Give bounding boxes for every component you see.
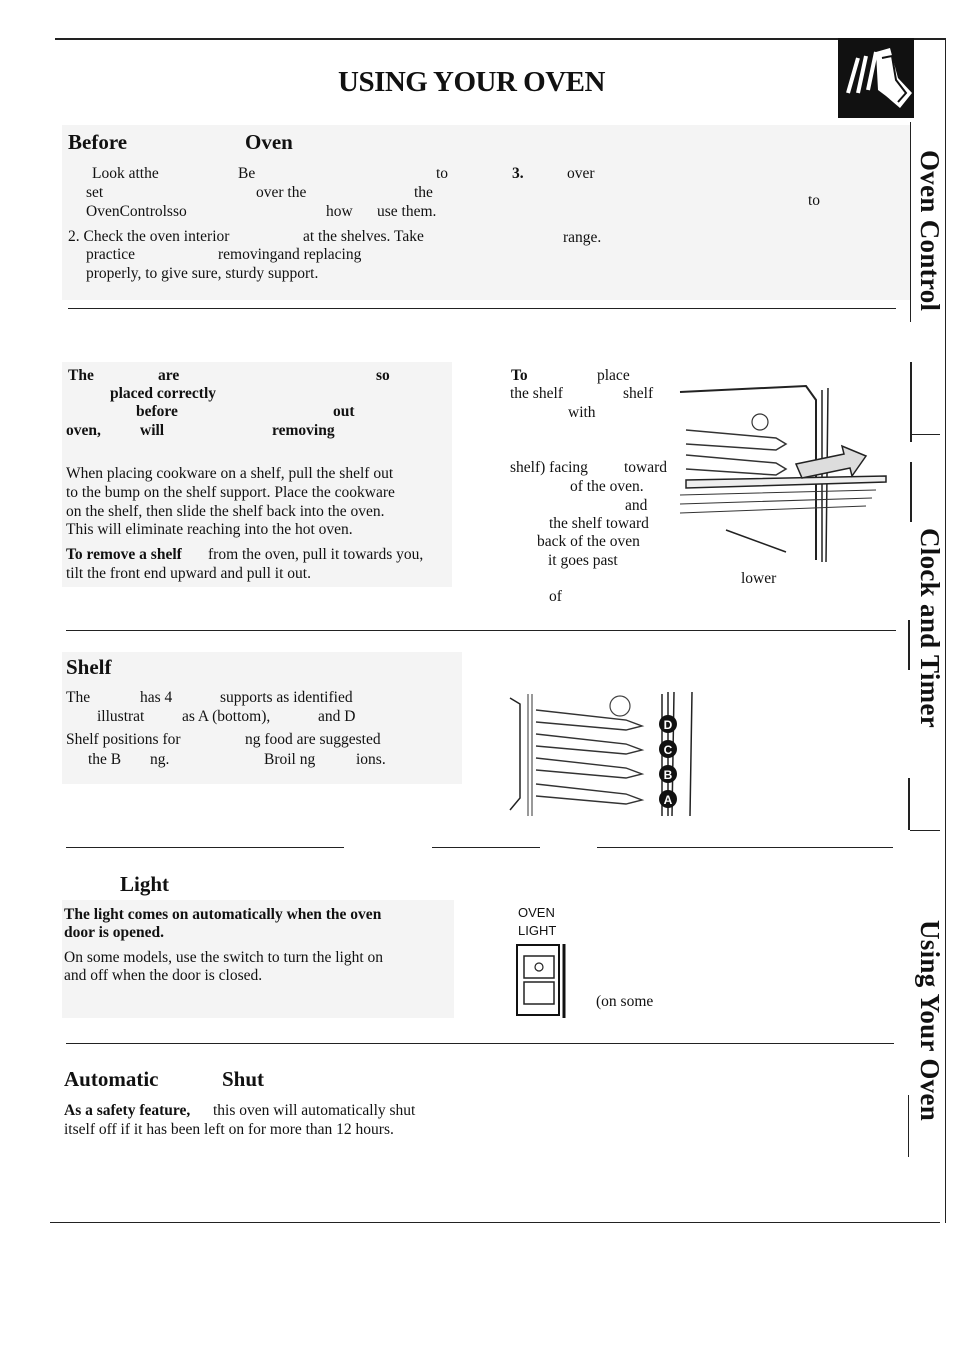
tab-tick-2 bbox=[912, 434, 940, 435]
before-2-l1b: at the shelves. Take bbox=[303, 228, 424, 245]
before-1-l3c: use them. bbox=[377, 203, 437, 220]
tab-oven-control[interactable]: Oven Control bbox=[915, 150, 945, 312]
before-3-num: 3. bbox=[512, 165, 524, 182]
pos-l2c: and D bbox=[318, 708, 356, 725]
oven-light-switch[interactable] bbox=[514, 942, 572, 1020]
svg-text:A: A bbox=[663, 793, 673, 807]
before-1-l2b: over the bbox=[256, 184, 307, 201]
pos-l3a: Shelf positions for bbox=[66, 731, 181, 748]
pos-l4c: Broil ng bbox=[264, 751, 316, 768]
before-2-l1: 2. Check the oven interior bbox=[68, 228, 230, 245]
rule-2 bbox=[66, 630, 896, 631]
shutoff-l2: itself off if it has been left on for more than 12 hours. bbox=[64, 1121, 394, 1138]
tab-rule-3 bbox=[910, 462, 912, 522]
shelves-r-f1: and bbox=[625, 497, 648, 514]
position-b-badge bbox=[659, 765, 677, 783]
pos-l4b: ng. bbox=[150, 751, 170, 768]
shelves-r-g1: the shelf toward bbox=[549, 515, 649, 532]
shelves-b-l1b: are bbox=[158, 367, 180, 384]
pos-l1a: The bbox=[66, 689, 91, 706]
shelves-b-l4b: will bbox=[140, 422, 165, 439]
shelves-r-e1: of the oven. bbox=[570, 478, 644, 495]
tab-rule-4 bbox=[908, 620, 910, 670]
before-heading-b: Oven bbox=[245, 130, 293, 154]
shelves-r-a1: To bbox=[511, 367, 528, 384]
shelves-b-l1a: The bbox=[68, 367, 94, 384]
pos-l2b: as A (bottom), bbox=[182, 708, 271, 725]
before-2-l2a: practice bbox=[86, 246, 136, 263]
shelves-r-b1: the shelf bbox=[510, 385, 563, 402]
shelves-remove-l1: from the oven, pull it towards you, bbox=[208, 546, 424, 563]
svg-text:B: B bbox=[663, 768, 673, 782]
shutoff-heading-a: Automatic bbox=[64, 1067, 159, 1091]
tab-tick-5 bbox=[910, 830, 940, 831]
rule-4 bbox=[66, 1043, 894, 1044]
hand-pointing-icon bbox=[838, 38, 914, 118]
before-heading-a: Before bbox=[68, 130, 128, 154]
before-1-l1b: Be bbox=[238, 165, 256, 182]
before-1-l3b: how bbox=[326, 203, 353, 220]
position-a-badge bbox=[659, 790, 677, 808]
shelves-r-i1: it goes past bbox=[548, 552, 618, 569]
shutoff-l1: this oven will automatically shut bbox=[213, 1102, 416, 1119]
pos-l1c: supports as identified bbox=[220, 689, 353, 706]
shelves-b-l4a: oven, bbox=[66, 422, 101, 439]
shelves-b-l2: placed correctly bbox=[110, 385, 217, 402]
before-3-w3: range. bbox=[563, 229, 602, 246]
shelves-r-b2: shelf bbox=[623, 385, 654, 402]
before-3-w2: to bbox=[808, 192, 821, 209]
light-l1: On some models, use the switch to turn the light on bbox=[64, 949, 384, 966]
before-3-w1: over bbox=[567, 165, 595, 182]
svg-text:C: C bbox=[663, 743, 673, 757]
switch-label-light: LIGHT bbox=[518, 923, 557, 938]
tab-rule-5 bbox=[908, 778, 910, 830]
before-1-l2c: the bbox=[414, 184, 433, 201]
right-edge-rule bbox=[945, 38, 946, 1223]
page-title: USING YOUR OVEN bbox=[338, 66, 605, 98]
rule-1 bbox=[68, 308, 896, 309]
shelves-remove-bold: To remove a shelf bbox=[66, 546, 182, 563]
shelves-p1-2: on the shelf, then slide the shelf back into the oven. bbox=[66, 503, 385, 520]
pos-l1b: has 4 bbox=[140, 689, 173, 706]
before-2-l2b: removingand replacing bbox=[218, 246, 362, 263]
top-rule bbox=[55, 38, 945, 40]
before-1-l1c: to bbox=[436, 165, 449, 182]
shelves-r-k1: of bbox=[549, 588, 562, 605]
shelves-p1-3: This will eliminate reaching into the hot oven. bbox=[66, 521, 353, 538]
light-bold-l2: door is opened. bbox=[64, 924, 165, 941]
position-d-badge bbox=[659, 715, 677, 733]
light-note: (on some bbox=[596, 993, 654, 1010]
before-2-l3: properly, to give sure, sturdy support. bbox=[86, 265, 319, 282]
shelves-r-h1: back of the oven bbox=[537, 533, 640, 550]
shelves-r-c1: with bbox=[568, 404, 596, 421]
shelves-b-l1c: so bbox=[376, 367, 390, 384]
shelves-b-l3a: before bbox=[136, 403, 178, 420]
position-c-badge bbox=[659, 740, 677, 758]
shelves-r-j1: lower bbox=[741, 570, 777, 587]
shelves-r-a2: place bbox=[597, 367, 630, 384]
shutoff-heading-b: Shut bbox=[222, 1067, 265, 1091]
light-l2: and off when the door is closed. bbox=[64, 967, 263, 984]
shelves-b-l4c: removing bbox=[272, 422, 335, 439]
bottom-rule bbox=[50, 1222, 940, 1223]
pos-l4a: the B bbox=[88, 751, 122, 768]
shelves-p1-0: When placing cookware on a shelf, pull the shelf out bbox=[66, 465, 394, 482]
shelf-heading: Shelf bbox=[66, 655, 112, 679]
before-1-l3a: OvenControlsso bbox=[86, 203, 187, 220]
rule-3c bbox=[597, 847, 893, 848]
tab-clock-and-timer[interactable]: Clock and Timer bbox=[915, 528, 945, 729]
light-bold-l1: The light comes on automatically when the oven bbox=[64, 906, 382, 923]
tab-rule-6 bbox=[908, 1095, 909, 1157]
pos-l3b: ng food are suggested bbox=[245, 731, 381, 748]
rule-3a bbox=[66, 847, 344, 848]
before-1-l1a: Look atthe bbox=[92, 165, 159, 182]
shutoff-bold: As a safety feature, bbox=[64, 1102, 191, 1119]
tab-rule-2 bbox=[910, 362, 912, 442]
switch-label-oven: OVEN bbox=[518, 905, 555, 920]
tab-rule-1 bbox=[910, 122, 911, 322]
shelves-r-d1: shelf) facing bbox=[510, 459, 588, 476]
rule-3b bbox=[432, 847, 540, 848]
shelves-remove-l2: tilt the front end upward and pull it out. bbox=[66, 565, 311, 582]
before-1-l2a: set bbox=[86, 184, 104, 201]
tab-using-your-oven[interactable]: Using Your Oven bbox=[915, 920, 945, 1122]
svg-text:D: D bbox=[663, 718, 673, 732]
shelves-b-l3b: out bbox=[333, 403, 355, 420]
shelves-r-d2: toward bbox=[624, 459, 668, 476]
shelf-positions-illustration bbox=[506, 688, 702, 820]
shelves-p1-1: to the bump on the shelf support. Place the cookware bbox=[66, 484, 395, 501]
pos-l2a: illustrat bbox=[97, 708, 145, 725]
shelf-removal-illustration bbox=[676, 380, 888, 566]
light-heading: Light bbox=[120, 872, 170, 896]
pos-l4d: ions. bbox=[356, 751, 386, 768]
